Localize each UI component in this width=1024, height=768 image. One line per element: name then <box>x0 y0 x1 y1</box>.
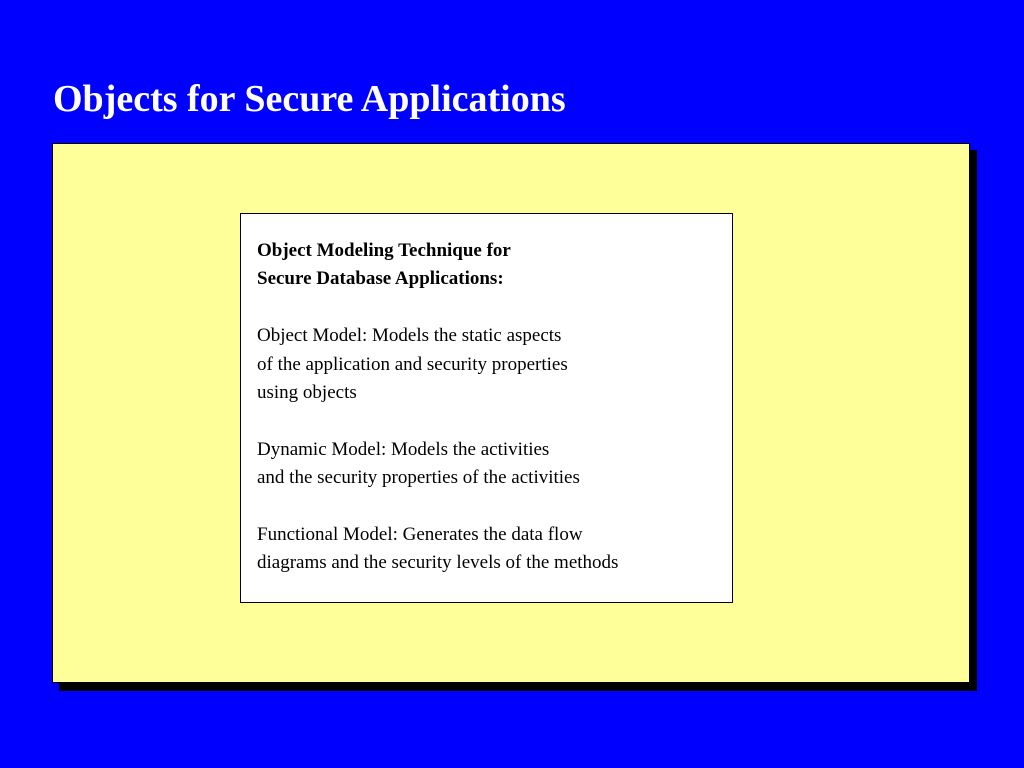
box-heading-line: Secure Database Applications: <box>257 268 504 290</box>
text-box <box>240 213 733 603</box>
paragraph-line: Dynamic Model: Models the activities <box>257 438 550 460</box>
paragraph-line: and the security properties of the activities <box>257 467 580 489</box>
paragraph-line: diagrams and the security levels of the methods <box>257 552 619 574</box>
box-heading-line: Object Modeling Technique for <box>257 240 511 261</box>
paragraph-line: using objects <box>257 382 357 404</box>
paragraph-line: Functional Model: Generates the data flow <box>257 524 583 546</box>
paragraph-line: Object Model: Models the static aspects <box>257 325 562 347</box>
slide-title: Objects for Secure Applications <box>53 78 566 120</box>
box-heading <box>257 237 732 294</box>
paragraph-line: of the application and security properties <box>257 353 568 375</box>
functional-model-paragraph <box>257 521 732 578</box>
object-model-paragraph <box>257 322 732 407</box>
dynamic-model-paragraph <box>257 436 732 493</box>
